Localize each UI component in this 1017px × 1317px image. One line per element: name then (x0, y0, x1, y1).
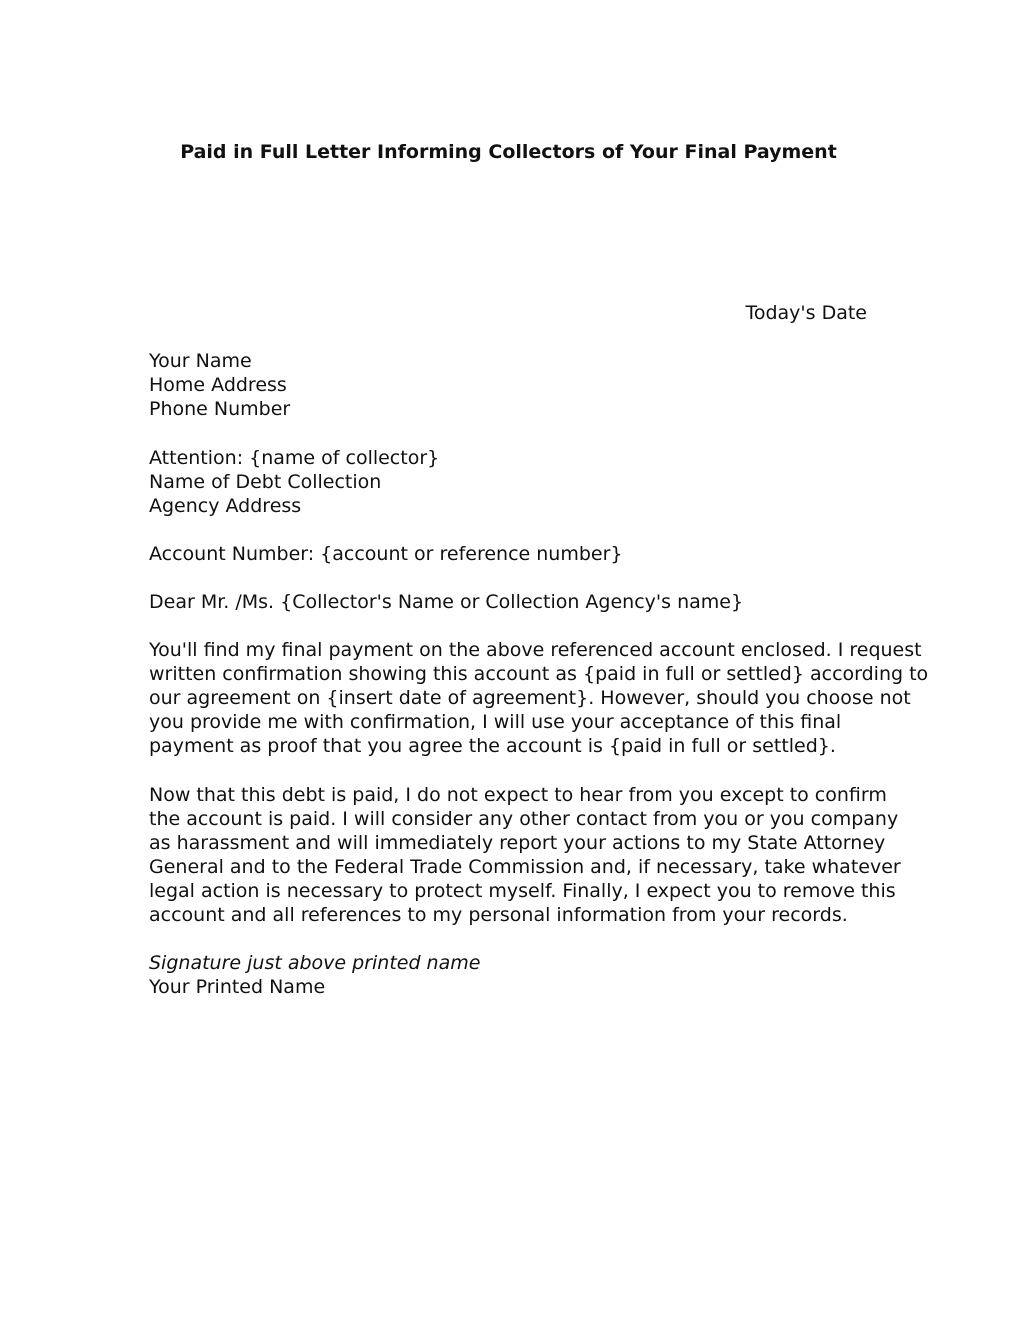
recipient-company: Name of Debt Collection (149, 471, 382, 493)
letter-date: Today's Date (745, 302, 867, 324)
body-paragraph-2 (149, 783, 901, 927)
signature-note: Signature just above printed name (149, 952, 481, 974)
sender-block (149, 349, 889, 421)
account-number-text: Account Number: {account or reference number} (149, 543, 623, 565)
sender-address: Home Address (149, 374, 287, 396)
paragraph-line: as harassment and will immediately report your actions to my State Attorney (149, 832, 886, 854)
body-paragraph-1 (149, 638, 929, 758)
recipient-attention: Attention: {name of collector} (149, 447, 440, 469)
paragraph-line: written confirmation showing this account as {paid in full or settled} according to (149, 663, 929, 685)
account-number-line (149, 542, 889, 566)
paragraph-line: legal action is necessary to protect myself. Finally, I expect you to remove this (149, 880, 896, 902)
printed-name: Your Printed Name (149, 976, 326, 998)
paragraph-line: the account is paid. I will consider any other contact from you or you company (149, 808, 899, 830)
sender-phone: Phone Number (149, 398, 291, 420)
paragraph-line: Now that this debt is paid, I do not expect to hear from you except to confirm (149, 784, 887, 806)
recipient-address: Agency Address (149, 495, 302, 517)
paragraph-line: you provide me with confirmation, I will use your acceptance of this final (149, 711, 842, 733)
salutation (149, 590, 889, 614)
document-title: Paid in Full Letter Informing Collectors of Your Final Payment (180, 141, 837, 163)
paragraph-line: You'll find my final payment on the above referenced account enclosed. I request (149, 639, 922, 661)
paragraph-line: General and to the Federal Trade Commission and, if necessary, take whatever (149, 856, 901, 878)
paragraph-line: our agreement on {insert date of agreement}. However, should you choose not (149, 687, 911, 709)
signature-block (149, 951, 889, 999)
salutation-text: Dear Mr. /Ms. {Collector's Name or Collection Agency's name} (149, 591, 744, 613)
recipient-block (149, 446, 889, 518)
paragraph-line: payment as proof that you agree the account is {paid in full or settled}. (149, 735, 836, 757)
sender-name: Your Name (149, 350, 252, 372)
paragraph-line: account and all references to my personal information from your records. (149, 904, 848, 926)
